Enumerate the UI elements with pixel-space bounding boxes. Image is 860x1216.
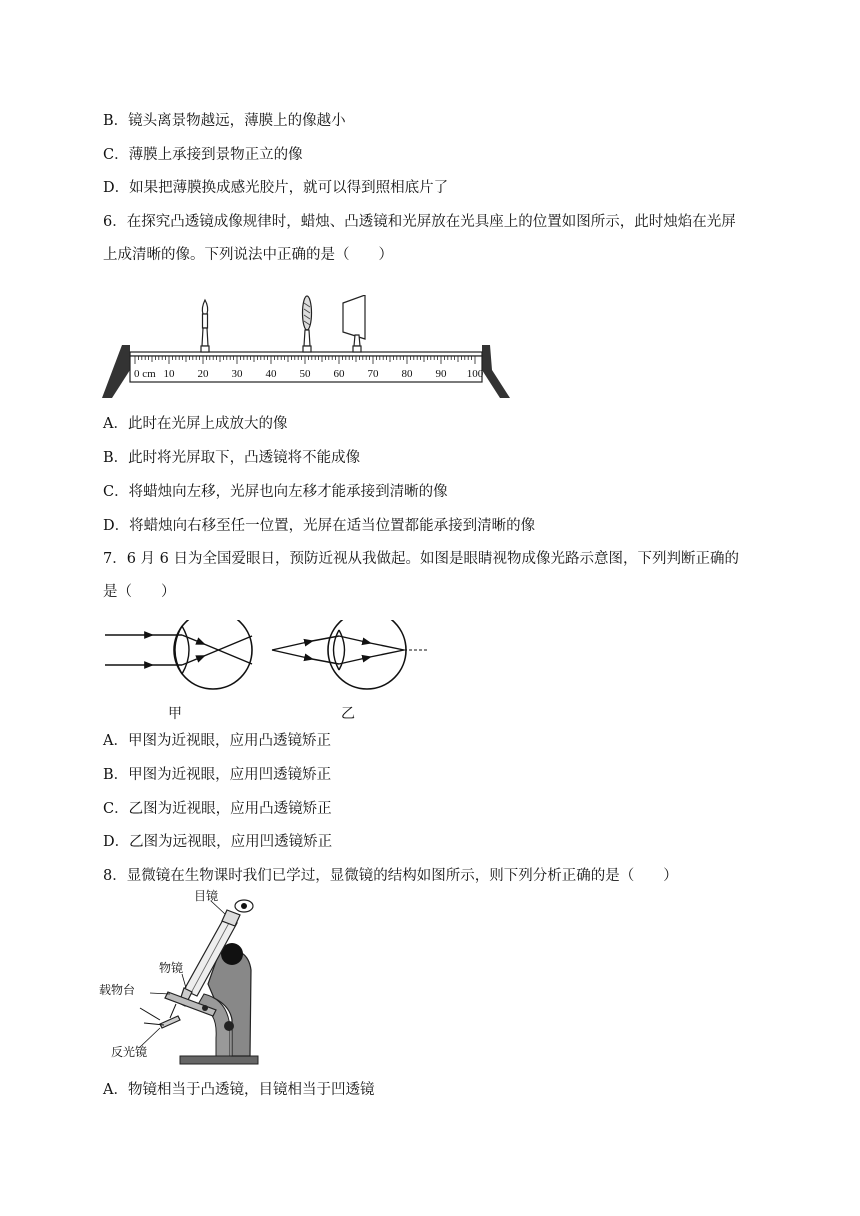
label-objective: 物镜	[159, 961, 184, 975]
scale-label: 90	[435, 368, 447, 380]
q6-stem-line-2: 上成清晰的像。下列说法中正确的是（ ）	[103, 247, 393, 263]
eye-diagram-right	[272, 620, 428, 689]
eye-diagram-left	[105, 620, 252, 689]
q6-option-a: A．此时在光屏上成放大的像	[103, 416, 288, 432]
label-stage: 载物台	[99, 983, 136, 997]
convex-lens	[303, 296, 312, 352]
q8-option-a: A．物镜相当于凸透镜，目镜相当于凹透镜	[103, 1082, 375, 1098]
scale-label: 70	[367, 368, 379, 380]
label-yi: 乙	[341, 707, 355, 722]
light-screen	[343, 295, 365, 352]
q7-stem-line-2: 是（ ）	[103, 584, 176, 600]
scale-label: 100	[466, 368, 484, 380]
scale-label: 80	[401, 368, 413, 380]
q7-option-a: A．甲图为近视眼，应用凸透镜矫正	[103, 733, 331, 749]
q7-stem-line-1: 7．6 月 6 日为全国爱眼日，预防近视从我做起。如图是眼睛视物成像光路示意图，下列判断正确的	[103, 551, 739, 567]
scale-label: 60	[333, 368, 345, 380]
q6-option-b: B．此时将光屏取下，凸透镜将不能成像	[103, 450, 361, 466]
bench-rail-top	[130, 352, 482, 356]
q7-option-c: C．乙图为近视眼，应用凸透镜矫正	[103, 801, 332, 817]
q5-option-b: B．镜头离景物越远，薄膜上的像越小	[103, 113, 346, 129]
candle	[201, 300, 209, 352]
fine-knob	[224, 1021, 234, 1031]
bench-right-support	[482, 345, 510, 398]
label-eyepiece: 目镜	[194, 889, 219, 903]
bench-left-support	[102, 345, 130, 398]
label-mirror: 反光镜	[111, 1045, 148, 1059]
scale-label: 30	[231, 368, 243, 380]
label-jia: 甲	[168, 707, 182, 722]
q7-option-b: B．甲图为近视眼，应用凹透镜矫正	[103, 767, 332, 783]
q7-option-d: D．乙图为远视眼，应用凹透镜矫正	[103, 834, 333, 850]
scale-label: 50	[299, 368, 311, 380]
q5-option-d: D．如果把薄膜换成感光胶片，就可以得到照相底片了	[103, 180, 449, 196]
q5-option-c: C．薄膜上承接到景物正立的像	[103, 147, 303, 163]
q6-option-c: C．将蜡烛向左移，光屏也向左移才能承接到清晰的像	[103, 484, 448, 500]
eye-diagram-figure	[100, 620, 440, 725]
q8-stem: 8．显微镜在生物课时我们已学过，显微镜的结构如图所示，则下列分析正确的是（ ）	[103, 868, 678, 884]
q6-stem-line-1: 6．在探究凸透镜成像规律时，蜡烛、凸透镜和光屏放在光具座上的位置如图所示，此时烛焰在光屏	[103, 214, 736, 230]
microscope-figure	[98, 888, 278, 1074]
microscope-base	[180, 1056, 258, 1064]
scale-label: 40	[265, 368, 277, 380]
scale-label: 10	[163, 368, 175, 380]
optical-bench-figure	[100, 295, 520, 405]
scale-label: 0 cm	[134, 368, 156, 380]
q6-option-d: D．将蜡烛向右移至任一位置，光屏在适当位置都能承接到清晰的像	[103, 518, 536, 534]
scale-label: 20	[197, 368, 209, 380]
